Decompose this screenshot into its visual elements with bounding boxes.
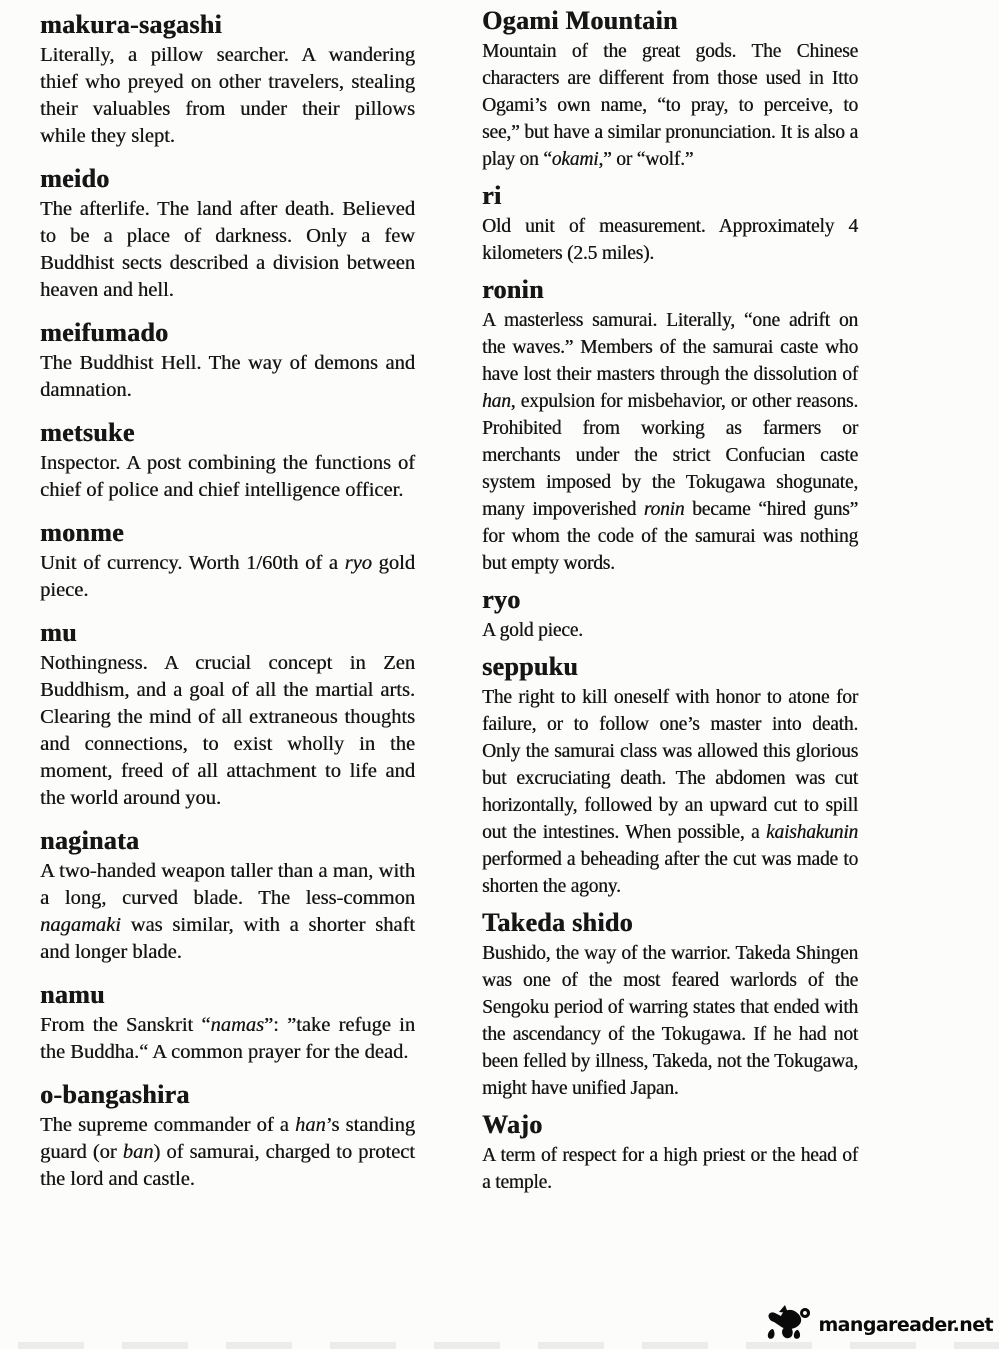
- glossary-term: metsuke: [40, 418, 135, 447]
- glossary-definition: Old unit of measurement. Approximately 4 kilometers (2.5 miles).: [482, 216, 858, 264]
- glossary-entry: [40, 980, 415, 1066]
- glossary-term: Ogami Mountain: [482, 6, 678, 35]
- glossary-term: Wajo: [482, 1110, 543, 1139]
- glossary-entry: [40, 1080, 415, 1193]
- glossary-entry: [40, 618, 415, 812]
- glossary-entry: [482, 6, 858, 173]
- glossary-definition: Bushido, the way of the warrior. Takeda Shingen was one of the most feared warlords of the Sengoku period of warring states that ended with the ascendancy of the Tokugawa. If he had not been felled by illness, Takeda, not the Tokugawa, might have unified Japan.: [482, 943, 858, 1099]
- mangareader-logo-icon: [765, 1302, 817, 1344]
- glossary-entry: [40, 518, 415, 604]
- glossary-term: ryo: [482, 585, 521, 614]
- glossary-definition: The right to kill oneself with honor to atone for failure, or to follow one’s master into death. Only the samurai class was allowed this glorious but excruciating death. The abdomen was cut horizontally, followed by an upward cut to spill out the intestines. When possible, a kaishakunin performed a beheading after the cut was made to shorten the agony.: [482, 687, 858, 897]
- glossary-term: meifumado: [40, 318, 169, 347]
- glossary-column-right: [482, 6, 858, 1204]
- glossary-entry: [40, 164, 415, 304]
- glossary-term: monme: [40, 518, 124, 547]
- glossary-term: seppuku: [482, 652, 579, 681]
- glossary-definition: A two-handed weapon taller than a man, with a long, curved blade. The less-common nagamaki was similar, with a shorter shaft and longer blade.: [40, 860, 415, 963]
- glossary-definition: A gold piece.: [482, 620, 583, 641]
- glossary-entry: [40, 826, 415, 966]
- glossary-entry: [40, 418, 415, 504]
- glossary-definition: Inspector. A post combining the functions of chief of police and chief intelligence officer.: [40, 452, 415, 501]
- glossary-term: o-bangashira: [40, 1080, 190, 1109]
- glossary-definition: Unit of currency. Worth 1/60th of a ryo gold piece.: [40, 552, 415, 601]
- glossary-definition: The supreme commander of a han’s standing guard (or ban) of samurai, charged to protect the lord and castle.: [40, 1114, 415, 1190]
- glossary-definition: Mountain of the great gods. The Chinese characters are different from those used in Itto Ogami’s own name, “to pray, to perceive, to see,” but have a similar pronunciation. It is also a play on “okami,” or “wolf.”: [482, 41, 858, 170]
- glossary-term: mu: [40, 618, 77, 647]
- glossary-entry: [482, 652, 858, 900]
- glossary-definition: A term of respect for a high priest or the head of a temple.: [482, 1145, 858, 1193]
- glossary-definition: Nothingness. A crucial concept in Zen Buddhism, and a goal of all the martial arts. Clearing the mind of all extraneous thoughts and connections, to exist wholly in the moment, freed of all attachment to life and the world around you.: [40, 652, 415, 809]
- glossary-definition: The Buddhist Hell. The way of demons and damnation.: [40, 352, 415, 401]
- glossary-entry: [482, 1110, 858, 1196]
- glossary-term: ri: [482, 181, 502, 210]
- glossary-term: ronin: [482, 275, 544, 304]
- glossary-term: makura-sagashi: [40, 10, 222, 39]
- glossary-definition: A masterless samurai. Literally, “one adrift on the waves.” Members of the samurai caste who have lost their masters through the dissolution of han, expulsion for misbehavior, or other reasons. Prohibited from working as farmers or merchants under the strict Confucian caste system imposed by the Tokugawa shogunate, many impoverished ronin became “hired guns” for whom the code of the samurai was nothing but empty words.: [482, 310, 858, 574]
- glossary-term: naginata: [40, 826, 140, 855]
- glossary-term: meido: [40, 164, 110, 193]
- glossary-term: namu: [40, 980, 105, 1009]
- glossary-column-left: [40, 10, 415, 1207]
- glossary-entry: [482, 275, 858, 577]
- glossary-entry: [40, 10, 415, 150]
- watermark: [765, 1302, 993, 1344]
- glossary-definition: The afterlife. The land after death. Believed to be a place of darkness. Only a few Buddhist sects described a division between heaven and hell.: [40, 198, 415, 301]
- glossary-entry: [482, 181, 858, 267]
- glossary-entry: [482, 908, 858, 1102]
- glossary-definition: From the Sanskrit “namas”: ”take refuge in the Buddha.“ A common prayer for the dead.: [40, 1014, 415, 1063]
- glossary-definition: Literally, a pillow searcher. A wandering thief who preyed on other travelers, stealing their valuables from under their pillows while they slept.: [40, 44, 415, 147]
- glossary-entry: [482, 585, 858, 644]
- watermark-site-text: mangareader.net: [818, 1314, 993, 1336]
- glossary-entry: [40, 318, 415, 404]
- glossary-term: Takeda shido: [482, 908, 633, 937]
